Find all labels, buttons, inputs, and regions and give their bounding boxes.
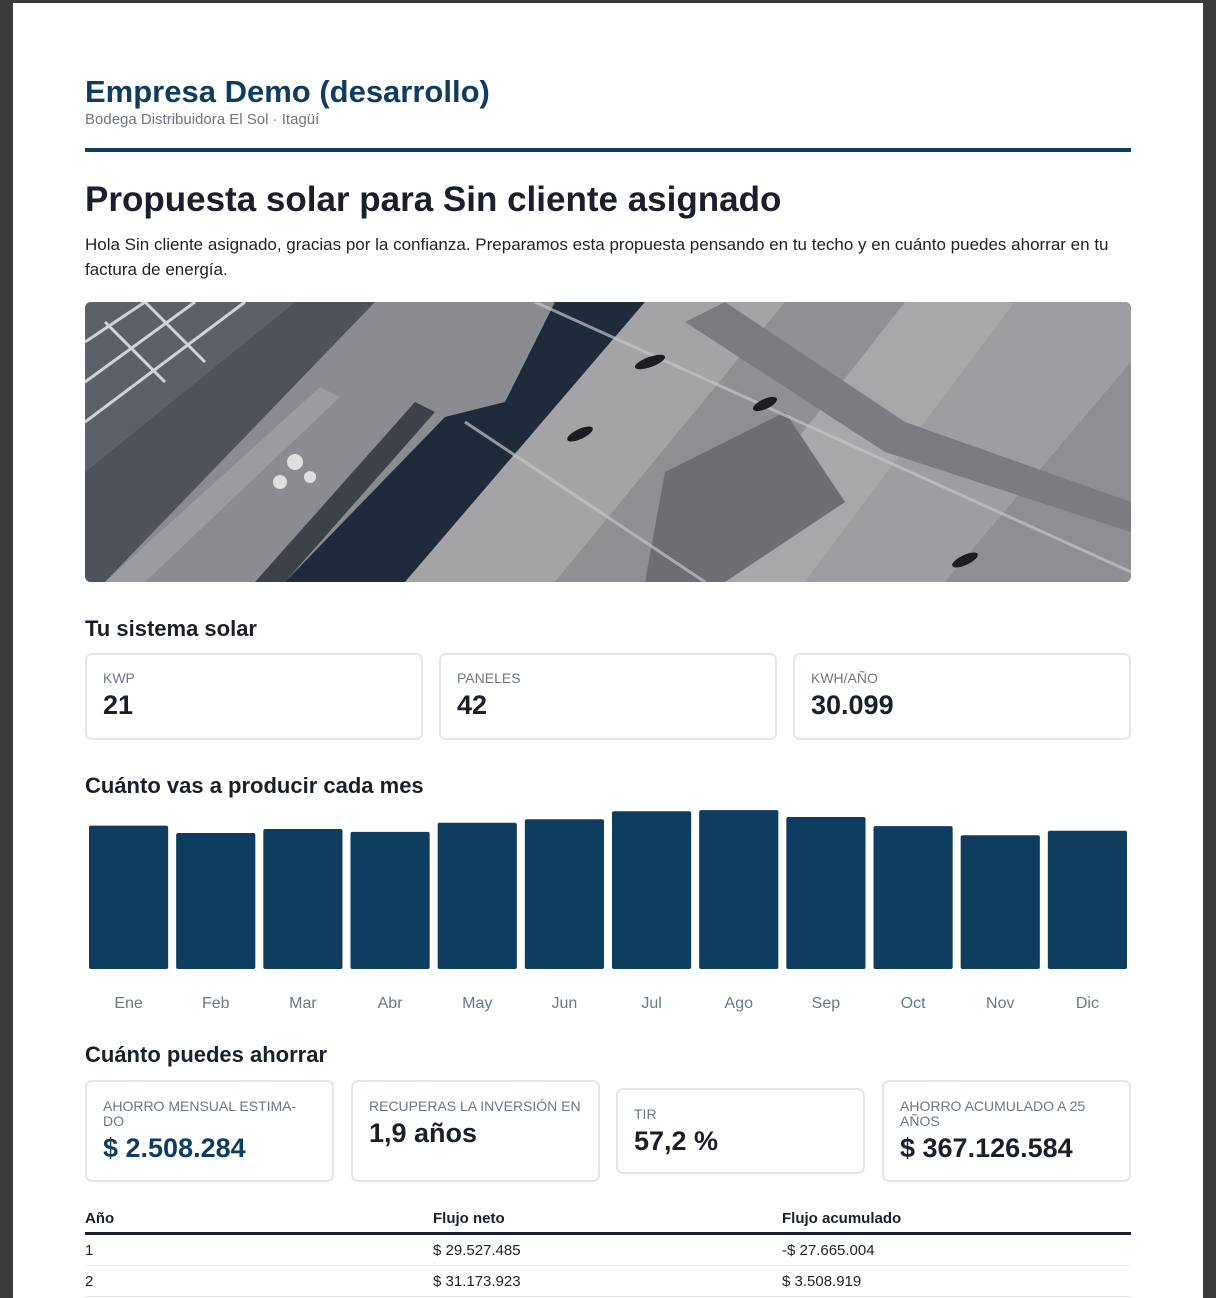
cashflow-table: [85, 1204, 1131, 1297]
bar-abr: [351, 832, 430, 969]
month-label: May: [462, 995, 493, 1012]
roof-satellite-image: [85, 302, 1131, 582]
bar-feb: [176, 833, 255, 969]
col-year: Año: [85, 1204, 433, 1234]
page-title: Propuesta solar para Sin cliente asignado: [85, 180, 782, 219]
kwp-card: [85, 653, 423, 740]
proposal-page: [13, 3, 1203, 1298]
panels-label: PANELES: [457, 670, 521, 686]
bar-jun: [525, 819, 604, 969]
table-row: [85, 1266, 1131, 1297]
panels-card: [439, 653, 777, 740]
month-label: Ene: [114, 995, 143, 1012]
cell-year: 1: [85, 1234, 433, 1266]
tir-value: 57,2 %: [634, 1126, 719, 1156]
kwh-card: [793, 653, 1131, 740]
month-label: Mar: [289, 995, 317, 1012]
cell-year: 2: [85, 1266, 433, 1297]
col-net-flow: Flujo neto: [433, 1204, 782, 1234]
bar-mar: [263, 829, 342, 969]
kwh-value: 30.099: [811, 690, 894, 720]
month-label: Dic: [1075, 995, 1099, 1012]
cumulative-savings-value: $ 367.126.584: [900, 1133, 1073, 1163]
monthly-savings-card: [85, 1080, 334, 1182]
bar-nov: [961, 835, 1040, 969]
kwp-label: KWP: [103, 670, 135, 686]
tir-card: [616, 1088, 865, 1174]
month-label: Ago: [724, 995, 753, 1012]
cashflow-header-row: [85, 1204, 1131, 1234]
kwp-value: 21: [103, 690, 134, 720]
cell-cumulative-flow: $ 3.508.919: [782, 1266, 1131, 1297]
system-heading: Tu sistema solar: [85, 616, 257, 641]
cell-net-flow: $ 31.173.923: [433, 1266, 782, 1297]
cumulative-savings-card: [882, 1080, 1131, 1182]
month-label: Oct: [900, 995, 926, 1012]
kwh-label: KWH/AÑO: [811, 670, 878, 686]
payback-value: 1,9 años: [369, 1118, 478, 1148]
monthly-production-chart: [85, 808, 1131, 1018]
savings-heading: Cuánto puedes ahorrar: [85, 1042, 328, 1067]
panels-value: 42: [457, 690, 488, 720]
month-label: Abr: [377, 995, 403, 1012]
cumulative-savings-label: AHORRO ACUMULADO A 25 AÑOS: [900, 1098, 1086, 1129]
bar-ene: [89, 826, 168, 969]
production-heading: Cuánto vas a producir cada mes: [85, 773, 424, 798]
month-label: Sep: [811, 995, 841, 1012]
payback-label: RECUPERAS LA INVERSIÓN EN: [369, 1098, 581, 1114]
bar-may: [438, 823, 517, 969]
bar-ago: [699, 810, 778, 969]
bar-jul: [612, 811, 691, 969]
monthly-savings-label: AHORRO MENSUAL ESTIMA-DO: [103, 1098, 297, 1129]
cell-net-flow: $ 29.527.485: [433, 1234, 782, 1266]
month-label: Jun: [551, 995, 578, 1012]
intro-text: Hola Sin cliente asignado, gracias por la confianza. Preparamos esta propuesta pensando en tu techo y en cuánto puedes ahorrar en tu factura de energía.: [85, 235, 1109, 279]
bar-oct: [874, 826, 953, 969]
payback-card: [351, 1080, 600, 1182]
tir-label: TIR: [634, 1106, 657, 1122]
cell-cumulative-flow: -$ 27.665.004: [782, 1234, 1131, 1266]
table-row: [85, 1234, 1131, 1266]
monthly-savings-value: $ 2.508.284: [103, 1133, 246, 1163]
header-divider: [85, 148, 1131, 152]
bar-dic: [1048, 831, 1127, 969]
month-label: Nov: [986, 995, 1015, 1012]
month-label: Jul: [641, 995, 662, 1012]
company-subtitle: Bodega Distribuidora El Sol · Itagüí: [85, 111, 320, 128]
month-label: Feb: [201, 995, 230, 1012]
company-name: Empresa Demo (desarrollo): [85, 74, 490, 109]
bar-sep: [786, 817, 865, 969]
col-cumulative-flow: Flujo acumulado: [782, 1204, 1131, 1234]
